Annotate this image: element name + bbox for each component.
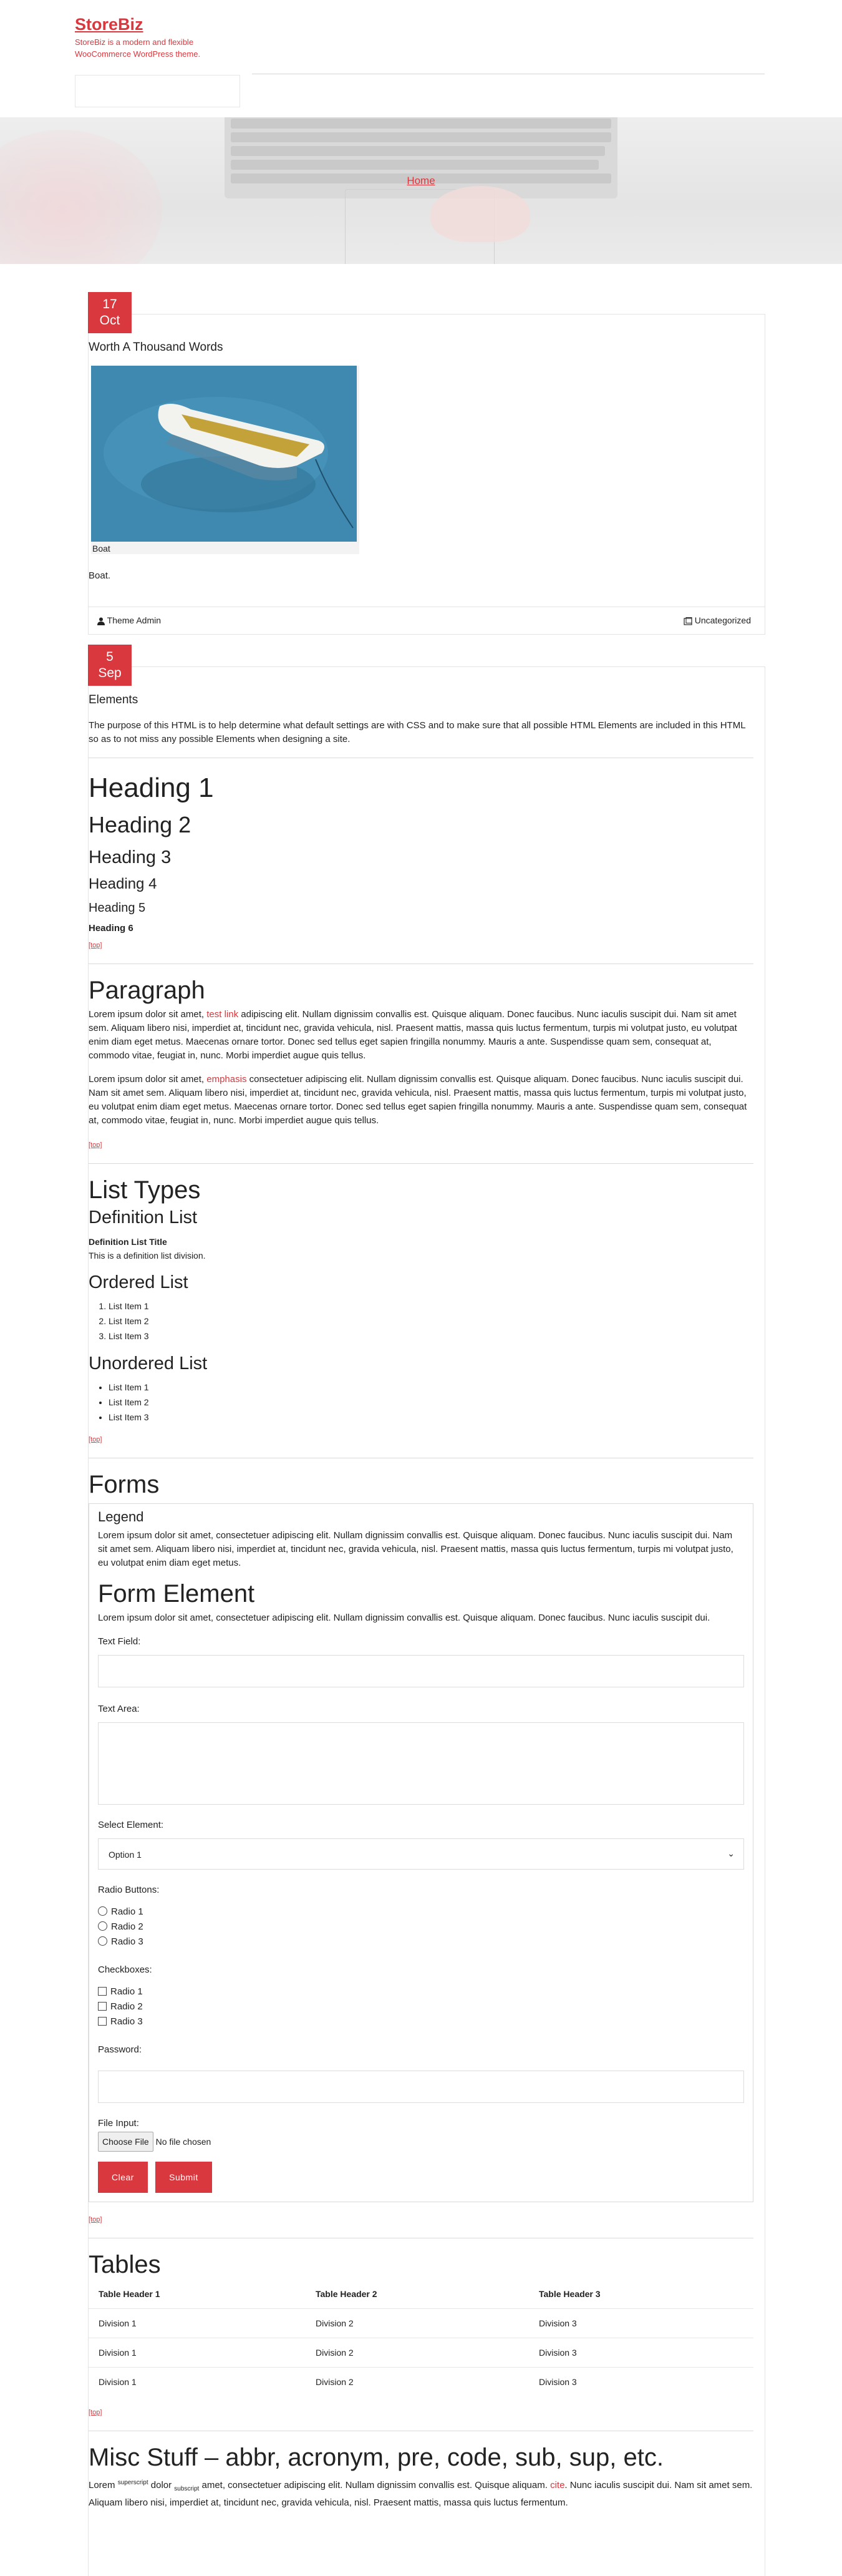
top-link[interactable]: [top] <box>89 2216 102 2223</box>
table-header-row <box>89 2280 753 2309</box>
post-author[interactable] <box>97 615 161 625</box>
fieldset-legend: Legend <box>98 1509 144 1525</box>
post-date-day: 17 <box>102 297 117 311</box>
file-input[interactable] <box>98 2132 744 2152</box>
list-item: 1. List Item 1 <box>109 1299 753 1314</box>
file-input-label: File Input: <box>98 2118 139 2129</box>
radio-label: Radio Buttons: <box>98 1885 160 1895</box>
legend-text: Lorem ipsum dolor sit amet, consectetuer adipiscing elit. Nullam dignissim convallis est. Quisque aliquam. Donec faucibus. Nunc iaculis suscipit dui. Nam sit amet sem. Aliquam libero nisi, imperdiet at, tincidunt nec, gravida vehicula, nisl. Praesent mattis, massa quis luctus fermentum, turpis mi volutpat justo, eu volutpat enim diam eget metus. <box>98 1530 733 1568</box>
heading-6: Heading 6 <box>89 923 133 934</box>
forms-heading: Forms <box>89 1471 160 1498</box>
top-link[interactable]: [top] <box>89 1436 102 1443</box>
radio-option[interactable]: Radio 1 <box>98 1905 744 1920</box>
form-element-heading: Form Element <box>98 1580 255 1608</box>
list-item: • List Item 2 <box>109 1395 753 1410</box>
ordered-list <box>89 1299 753 1344</box>
text-field-input[interactable] <box>98 1655 744 1687</box>
test-link[interactable]: test link <box>206 1009 239 1020</box>
checkbox-option[interactable]: Radio 2 <box>98 1999 744 2014</box>
checkbox-option[interactable]: Radio 1 <box>98 1984 744 1999</box>
password-input[interactable] <box>98 2071 744 2103</box>
folder-icon <box>684 617 692 625</box>
site-description: StoreBiz is a modern and flexible WooCommerce WordPress theme. <box>75 37 201 59</box>
radio-icon[interactable] <box>98 1921 107 1931</box>
post-category[interactable] <box>684 615 751 625</box>
misc-heading: Misc Stuff – abbr, acronym, pre, code, sub, sup, etc. <box>89 2444 664 2471</box>
post-date-badge <box>88 292 132 333</box>
figure-caption: Boat <box>92 544 110 554</box>
site-header <box>0 0 842 117</box>
clear-button[interactable]: Clear <box>98 2162 148 2193</box>
post-excerpt: Boat. <box>89 570 111 581</box>
post-date-badge <box>88 645 132 686</box>
paragraph-2: Lorem ipsum dolor sit amet, emphasis consectetuer adipiscing elit. Nullam dignissim convallis est. Quisque aliquam. Donec faucibus. Nunc iaculis suscipit dui. Nam sit amet sem. Aliquam libero nisi, imperdiet at, tincidunt nec, gravida vehicula, nisl. Praesent mattis, massa quis luctus fermentum, turpis mi volutpat justo, eu volutpat enim diam eget metus. Maecenas ornare tortor. Donec sed tellus eget sapien fringilla nonummy. Mauris a ante. Suspendisse quam sem, consequat at, commodo vitae, feugiat in, nunc. Morbi imperdiet augue quis tellus. <box>89 1074 747 1126</box>
radio-icon[interactable] <box>98 1906 107 1916</box>
checkbox-icon[interactable] <box>98 2017 107 2026</box>
boat-image <box>91 366 357 542</box>
heading-5: Heading 5 <box>89 901 146 915</box>
checkbox-label: Checkboxes: <box>98 1964 152 1975</box>
list-item: • List Item 3 <box>109 1410 753 1425</box>
definition-list-heading: Definition List <box>89 1208 198 1227</box>
misc-paragraph: Lorem $^{superscript}$ dolor $_{subscript}$ amet, consectetuer adipiscing elit. Nullam dignissim convallis est. Quisque aliquam. cite. Nunc iaculis suscipit dui. Nam sit amet sem. Aliquam libero nisi, imperdiet at, tincidunt nec, gravida vehicula, nisl. Praesent mattis, massa quis luctus fermentum. <box>89 2479 753 2508</box>
user-icon <box>97 617 105 625</box>
top-link[interactable]: [top] <box>89 942 102 949</box>
hand-image <box>430 186 530 242</box>
post-content <box>89 719 753 2510</box>
post-author-name[interactable]: Theme Admin <box>107 615 162 625</box>
table-header: Table Header 3 <box>539 2289 601 2299</box>
radio-option[interactable]: Radio 3 <box>98 1934 744 1949</box>
paragraph-heading: Paragraph <box>89 977 205 1004</box>
file-status: No file chosen <box>155 2137 211 2147</box>
site-title-link[interactable]: StoreBiz <box>75 15 143 34</box>
heading-2: Heading 2 <box>89 812 191 837</box>
submit-button[interactable]: Submit <box>155 2162 212 2193</box>
checkbox-icon[interactable] <box>98 1987 107 1996</box>
top-link[interactable]: [top] <box>89 1141 102 1149</box>
radio-icon[interactable] <box>98 1936 107 1946</box>
top-link[interactable]: [top] <box>89 2409 102 2416</box>
heading-1: Heading 1 <box>89 773 214 803</box>
dl-title: Definition List Title <box>89 1237 167 1247</box>
post-title[interactable]: Worth A Thousand Words <box>89 341 223 354</box>
divider <box>89 1163 753 1164</box>
table-header: Table Header 1 <box>99 2289 160 2299</box>
select-value: Option 1 <box>109 1850 142 1860</box>
post-meta <box>89 607 765 634</box>
table-row: Division 1 Division 2 Division 3 <box>89 2309 753 2338</box>
hero-banner <box>0 117 842 264</box>
list-item: • List Item 1 <box>109 1380 753 1395</box>
table-row: Division 1 Division 2 Division 3 <box>89 2368 753 2397</box>
post-figure <box>91 366 359 554</box>
fieldset <box>89 1503 753 2202</box>
chevron-down-icon: ⌄ <box>727 1848 735 1858</box>
text-field-label: Text Field: <box>98 1636 141 1647</box>
post-title[interactable]: Elements <box>89 693 138 706</box>
select-label: Select Element: <box>98 1820 164 1830</box>
table-row: Division 1 Division 2 Division 3 <box>89 2338 753 2368</box>
checkbox-option[interactable]: Radio 3 <box>98 2014 744 2029</box>
select-element[interactable] <box>98 1838 744 1870</box>
radio-option[interactable]: Radio 2 <box>98 1920 744 1934</box>
post-category-name[interactable]: Uncategorized <box>694 615 751 625</box>
list-item: 3. List Item 3 <box>109 1329 753 1344</box>
post-date-month: Sep <box>98 666 122 680</box>
post-date-day: 5 <box>106 650 114 664</box>
header-search-box[interactable] <box>75 75 240 107</box>
data-table <box>89 2280 753 2396</box>
breadcrumb-home-link[interactable]: Home <box>407 175 435 187</box>
list-item: 2. List Item 2 <box>109 1314 753 1329</box>
choose-file-button[interactable]: Choose File <box>98 2132 153 2152</box>
text-area-label: Text Area: <box>98 1704 140 1714</box>
checkbox-icon[interactable] <box>98 2002 107 2011</box>
password-label: Password: <box>98 2044 142 2055</box>
emphasis-text: emphasis <box>206 1074 247 1085</box>
unordered-list-heading: Unordered List <box>89 1354 208 1373</box>
ordered-list-heading: Ordered List <box>89 1272 188 1292</box>
hero-decoration <box>0 130 162 264</box>
dl-division: This is a definition list division. <box>89 1251 206 1261</box>
heading-4: Heading 4 <box>89 876 157 892</box>
paragraph-1: Lorem ipsum dolor sit amet, test link adipiscing elit. Nullam dignissim convallis est. Quisque aliquam. Donec faucibus. Nunc iaculis suscipit dui. Nam sit amet sem. Aliquam libero nisi, imperdiet at, tincidunt nec, gravida vehicula, nisl. Praesent mattis, massa quis luctus fermentum, turpis mi volutpat justo, eu volutpat enim diam eget metus. Maecenas ornare tortor. Donec sed tellus eget sapien fringilla nonummy. Mauris a ante. Suspendisse quam sem, consequat at, commodo vitae, feugiat in, nunc. Morbi imperdiet augue quis tellus. <box>89 1009 737 1061</box>
intro-text: The purpose of this HTML is to help determine what default settings are with CSS and to make sure that all possible HTML Elements are included in this HTML so as to not miss any possible Elements when designing a site. <box>89 720 745 744</box>
post-date-month: Oct <box>99 313 120 328</box>
tables-heading: Tables <box>89 2251 161 2278</box>
table-header: Table Header 2 <box>316 2289 377 2299</box>
list-types-heading: List Types <box>89 1176 201 1204</box>
text-area-input[interactable] <box>98 1722 744 1805</box>
heading-3: Heading 3 <box>89 847 172 867</box>
form-element-text: Lorem ipsum dolor sit amet, consectetuer adipiscing elit. Nullam dignissim convallis est. Quisque aliquam. Donec faucibus. Nunc iaculis suscipit dui. <box>98 1612 710 1623</box>
unordered-list <box>89 1380 753 1425</box>
